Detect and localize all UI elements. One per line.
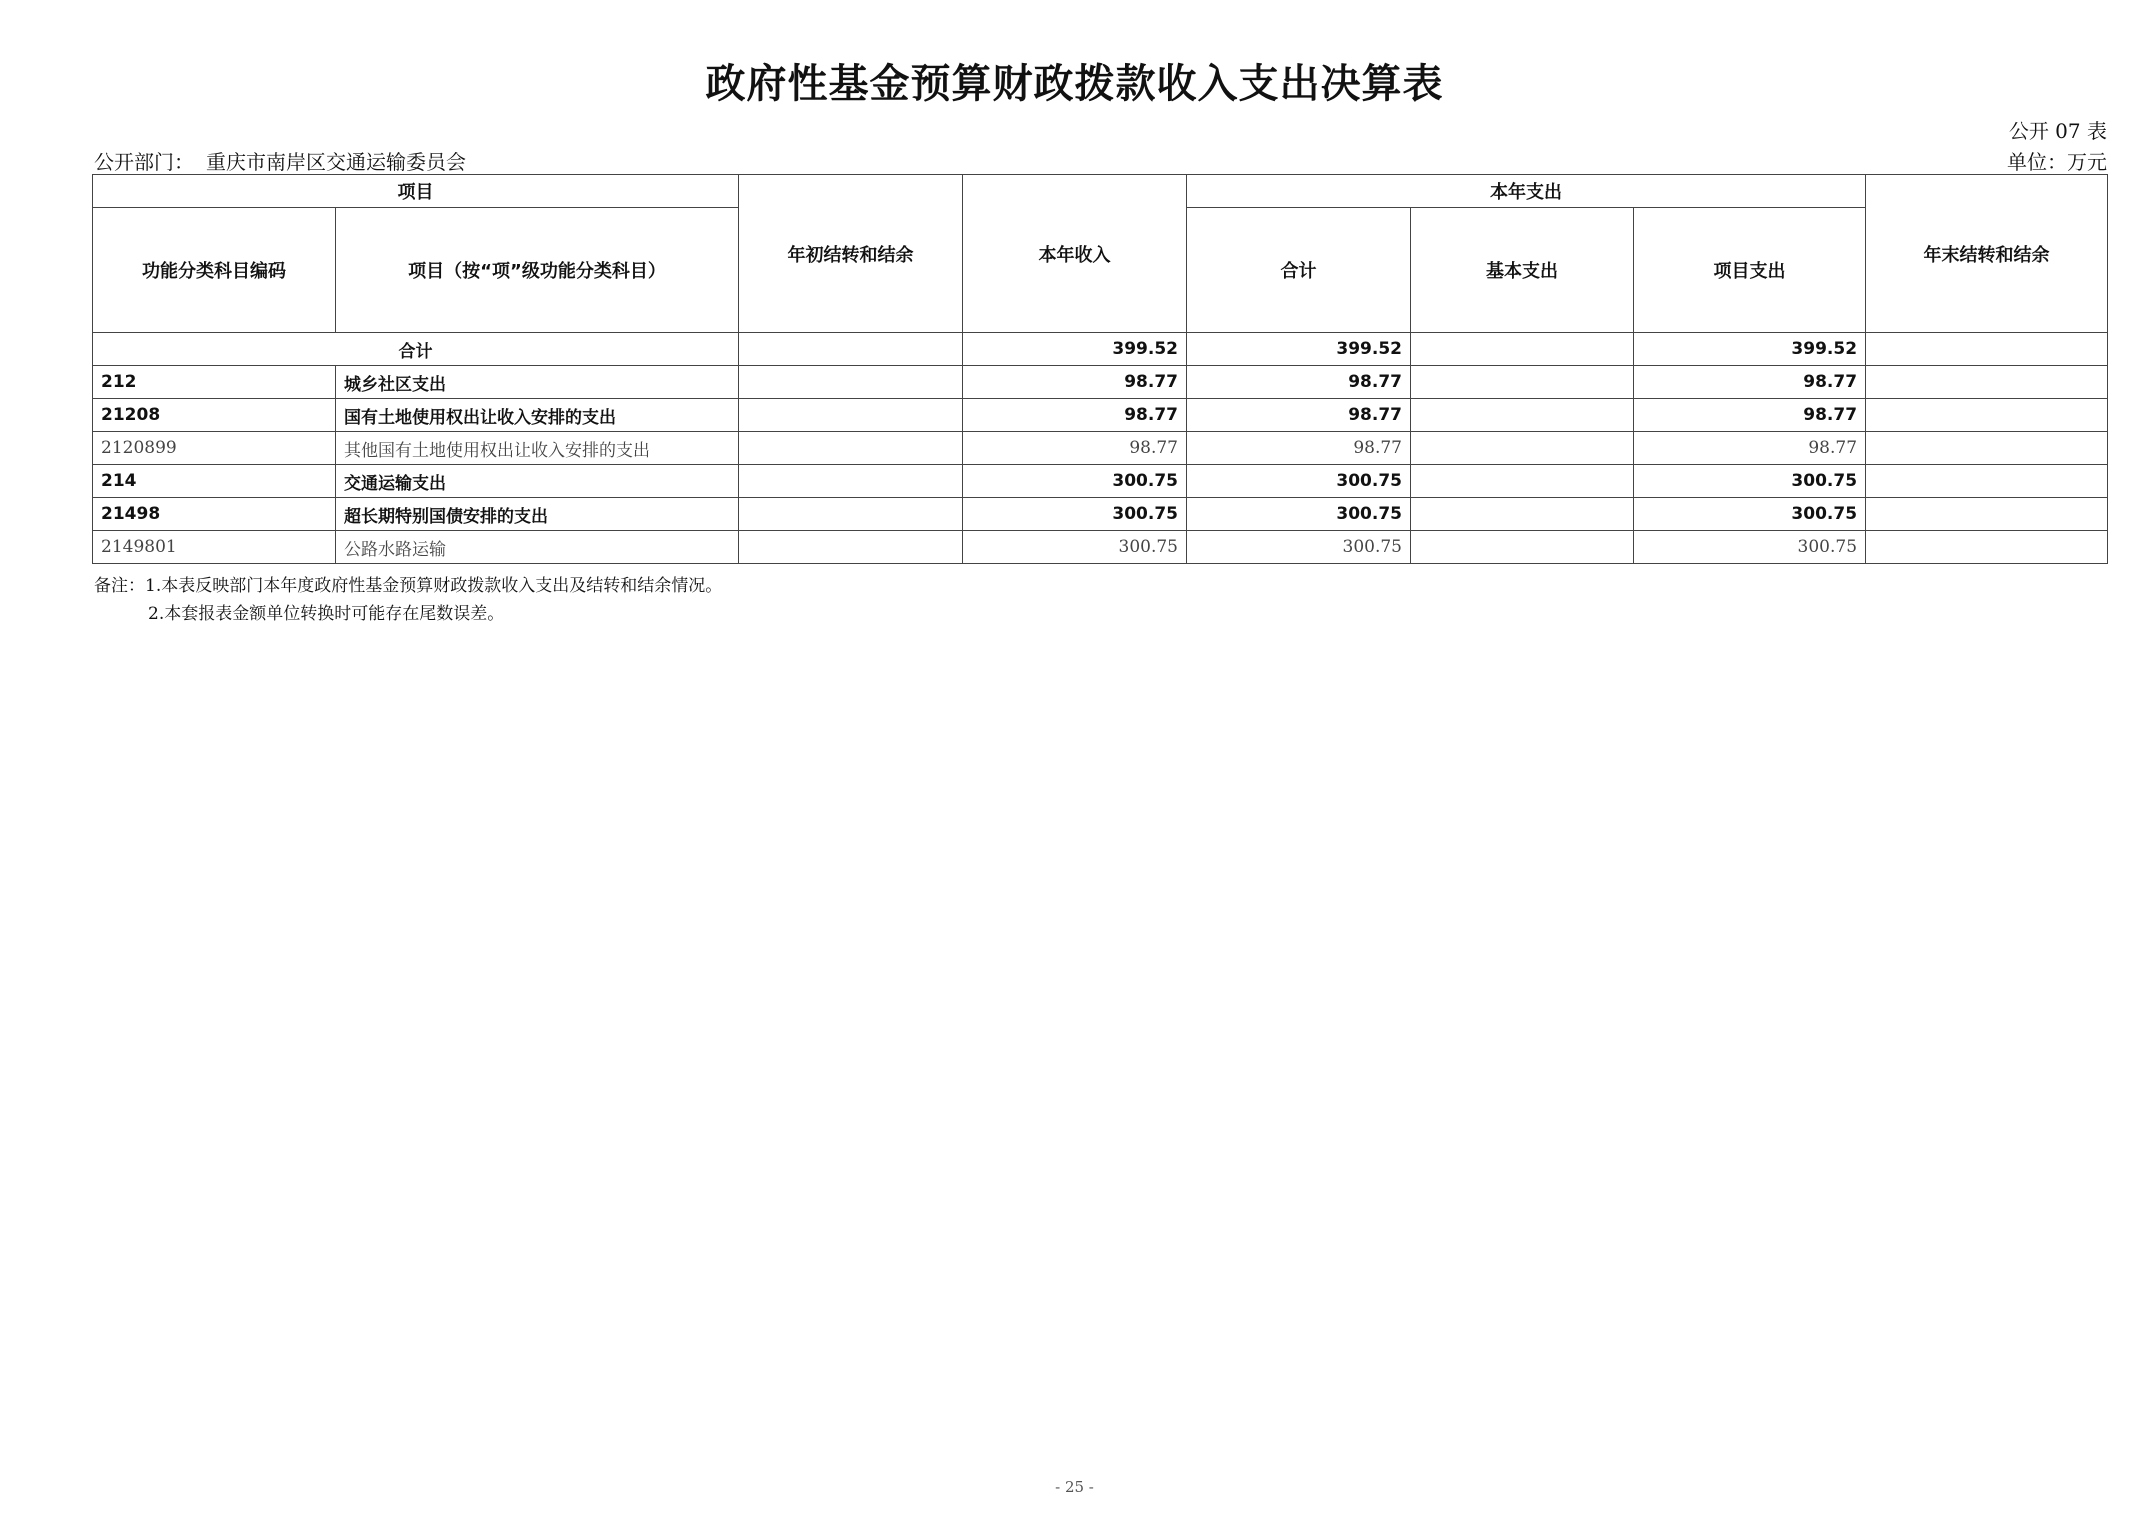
row-expense-total: 300.75	[1187, 498, 1411, 531]
row-code: 21498	[93, 498, 336, 531]
row-name: 交通运输支出	[336, 465, 739, 498]
row-end-balance	[1866, 432, 2108, 465]
table-row	[93, 465, 2108, 498]
row-code: 212	[93, 366, 336, 399]
table-row	[93, 399, 2108, 432]
row-end-balance	[1866, 498, 2108, 531]
notes	[94, 572, 722, 628]
total-label: 合计	[93, 333, 739, 366]
table-row	[93, 531, 2108, 564]
row-expense-basic	[1411, 465, 1634, 498]
row-expense-basic	[1411, 531, 1634, 564]
row-begin-balance	[739, 531, 963, 564]
total-end-balance	[1866, 333, 2108, 366]
row-expense-project: 300.75	[1634, 531, 1866, 564]
row-expense-basic	[1411, 432, 1634, 465]
row-expense-total: 300.75	[1187, 465, 1411, 498]
row-expense-basic	[1411, 498, 1634, 531]
header-row-1	[93, 175, 2108, 208]
budget-table	[92, 174, 2108, 564]
row-code: 21208	[93, 399, 336, 432]
row-income: 300.75	[963, 465, 1187, 498]
unit-label: 单位：万元	[2007, 150, 2107, 174]
row-begin-balance	[739, 366, 963, 399]
row-expense-project: 98.77	[1634, 366, 1866, 399]
row-name: 其他国有土地使用权出让收入安排的支出	[336, 432, 739, 465]
row-income: 98.77	[963, 432, 1187, 465]
row-code: 2120899	[93, 432, 336, 465]
row-income: 98.77	[963, 399, 1187, 432]
row-begin-balance	[739, 465, 963, 498]
row-expense-project: 300.75	[1634, 465, 1866, 498]
table-row	[93, 366, 2108, 399]
row-end-balance	[1866, 399, 2108, 432]
row-code: 2149801	[93, 531, 336, 564]
total-income: 399.52	[963, 333, 1187, 366]
row-name: 超长期特别国债安排的支出	[336, 498, 739, 531]
header-expense-project: 项目支出	[1634, 208, 1866, 333]
total-expense-basic	[1411, 333, 1634, 366]
row-begin-balance	[739, 498, 963, 531]
total-begin-balance	[739, 333, 963, 366]
header-item-group: 项目	[93, 175, 739, 208]
header-expense-total: 合计	[1187, 208, 1411, 333]
row-expense-basic	[1411, 366, 1634, 399]
page-title: 政府性基金预算财政拨款收入支出决算表	[705, 61, 1444, 107]
row-expense-project: 98.77	[1634, 399, 1866, 432]
department-label: 公开部门：	[94, 150, 194, 174]
total-expense-total: 399.52	[1187, 333, 1411, 366]
total-expense-project: 399.52	[1634, 333, 1866, 366]
department-line	[94, 146, 478, 175]
header-func-code: 功能分类科目编码	[93, 208, 336, 333]
row-income: 98.77	[963, 366, 1187, 399]
note-line-1: 备注：1.本表反映部门本年度政府性基金预算财政拨款收入支出及结转和结余情况。	[94, 576, 723, 596]
row-expense-project: 98.77	[1634, 432, 1866, 465]
header-income: 本年收入	[963, 175, 1187, 333]
total-row	[93, 333, 2108, 366]
row-expense-total: 98.77	[1187, 366, 1411, 399]
header-expense-group: 本年支出	[1187, 175, 1866, 208]
row-end-balance	[1866, 531, 2108, 564]
row-name: 城乡社区支出	[336, 366, 739, 399]
row-name: 国有土地使用权出让收入安排的支出	[336, 399, 739, 432]
row-end-balance	[1866, 465, 2108, 498]
table-row	[93, 432, 2108, 465]
row-income: 300.75	[963, 498, 1187, 531]
row-income: 300.75	[963, 531, 1187, 564]
row-code: 214	[93, 465, 336, 498]
row-name: 公路水路运输	[336, 531, 739, 564]
row-begin-balance	[739, 432, 963, 465]
header-expense-basic: 基本支出	[1411, 208, 1634, 333]
row-expense-total: 300.75	[1187, 531, 1411, 564]
table-row	[93, 498, 2108, 531]
page-number: - 25 -	[1055, 1478, 1094, 1496]
row-begin-balance	[739, 399, 963, 432]
header-item-name: 项目（按“项”级功能分类科目）	[336, 208, 739, 333]
row-end-balance	[1866, 366, 2108, 399]
row-expense-total: 98.77	[1187, 432, 1411, 465]
header-begin-balance: 年初结转和结余	[739, 175, 963, 333]
table-code: 公开 07 表	[2008, 119, 2107, 143]
department-name: 重庆市南岸区交通运输委员会	[206, 150, 466, 174]
note-line-2: 2.本套报表金额单位转换时可能存在尾数误差。	[148, 604, 505, 624]
row-expense-total: 98.77	[1187, 399, 1411, 432]
row-expense-basic	[1411, 399, 1634, 432]
row-expense-project: 300.75	[1634, 498, 1866, 531]
header-end-balance: 年末结转和结余	[1866, 175, 2108, 333]
